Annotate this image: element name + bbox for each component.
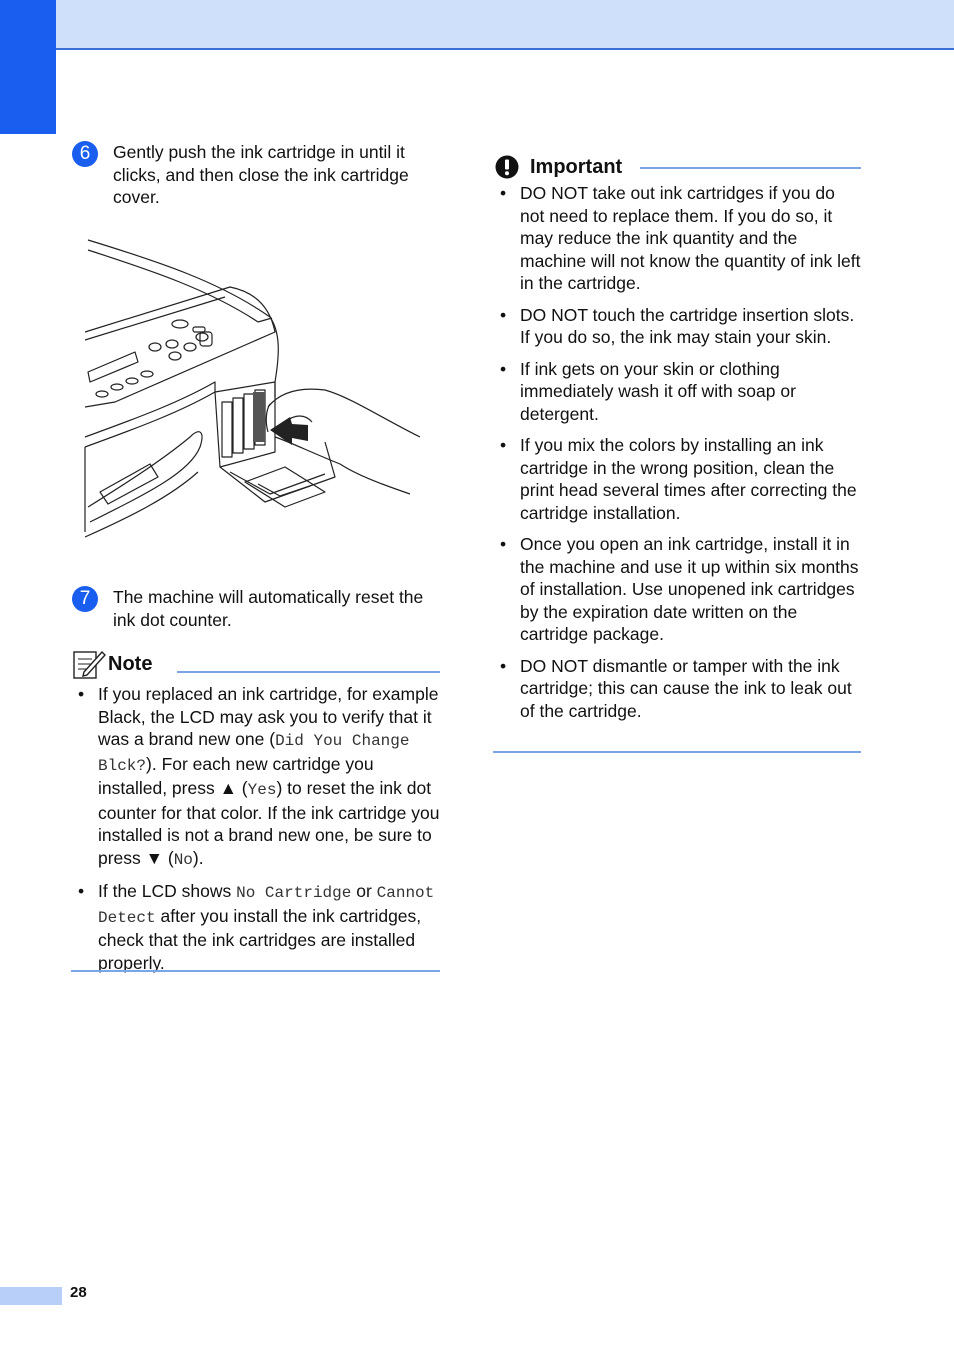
note-header bbox=[72, 648, 152, 680]
list-item: • Once you open an ink cartridge, install it in the machine and use it up within six months of installation. Use unopened ink cartridges by the expiration date written on the cartridge package. bbox=[500, 534, 859, 644]
list-item: • If you replaced an ink cartridge, for example Black, the LCD may ask you to verify that it was a brand new one (Did You Change Blck?). For each new cartridge you installed, press ▲ (Yes) to reset the ink dot counter for that color. If the ink cartridge you installed is not a brand new one, be sure to press ▼ (No). bbox=[78, 684, 440, 869]
important-bottom-rule bbox=[493, 751, 861, 753]
note-bottom-rule bbox=[71, 970, 440, 972]
step-number: 7 bbox=[72, 586, 98, 612]
step-text: The machine will automatically reset the ink dot counter. bbox=[113, 587, 424, 630]
list-item: • DO NOT take out ink cartridges if you do not need to replace them. If you do so, it may reduce the ink quantity and the machine will not know the quantity of ink left in the cartridge. bbox=[500, 183, 861, 293]
list-item: • If ink gets on your skin or clothing immediately wash it off with soap or detergent. bbox=[500, 358, 796, 424]
down-arrow-icon: ▼ bbox=[145, 847, 163, 868]
printer-cartridge-insertion-illustration bbox=[80, 232, 425, 547]
step-number: 6 bbox=[72, 141, 98, 167]
important-list bbox=[494, 182, 862, 731]
important-title: Important bbox=[530, 155, 623, 178]
list-item: • DO NOT dismantle or tamper with the ink cartridge; this can cause the ink to leak out of the cartridge. bbox=[500, 655, 852, 721]
footer-band bbox=[0, 1287, 62, 1305]
header-band bbox=[56, 0, 954, 50]
step-7 bbox=[72, 586, 444, 631]
step-6 bbox=[72, 141, 442, 209]
up-arrow-icon: ▲ bbox=[219, 778, 237, 798]
list-item: • If the LCD shows No Cartridge or Cannot Detect after you install the ink cartridges, check that the ink cartridges are installed properly. bbox=[78, 881, 435, 973]
important-top-rule bbox=[640, 167, 861, 169]
page-number: 28 bbox=[70, 1284, 87, 1301]
important-header bbox=[495, 155, 622, 179]
note-pencil-icon bbox=[72, 648, 106, 680]
list-item: • DO NOT touch the cartridge insertion slots. If you do so, the ink may stain your skin. bbox=[500, 304, 855, 347]
exclamation-icon bbox=[495, 155, 519, 179]
note-list bbox=[72, 683, 444, 983]
list-item: • If you mix the colors by installing an ink cartridge in the wrong position, clean the print head several times after correcting the cartridge installation. bbox=[500, 435, 857, 523]
note-title: Note bbox=[108, 652, 153, 675]
chapter-tab bbox=[0, 0, 56, 134]
note-top-rule bbox=[177, 671, 440, 673]
step-text: Gently push the ink cartridge in until it clicks, and then close the ink cartridge cover. bbox=[113, 142, 409, 207]
